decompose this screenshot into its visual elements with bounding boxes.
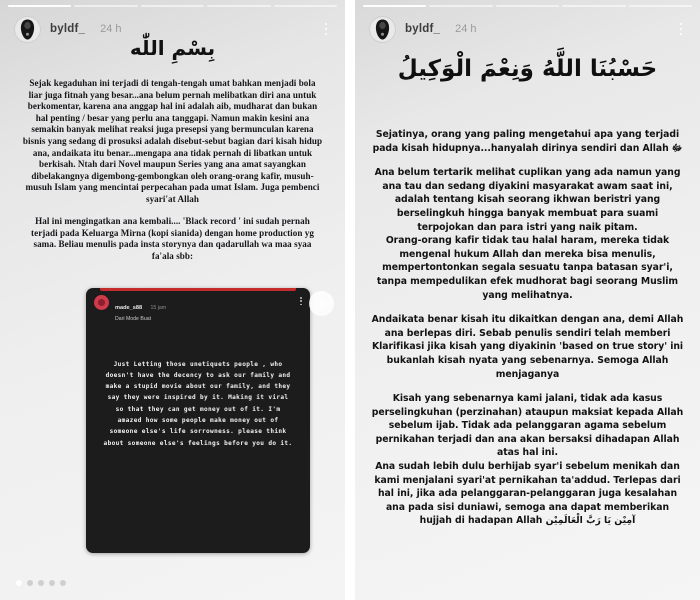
paragraph: Ana sudah lebih dulu berhijab syar'i sebelum menikah dan kami menjalani syari'at pernikahan ta'addud. Terlepas dari hal ini, jika ada pelanggaran-pelanggaran juga kesalahan ana pada sisi duniawi, semoga ana dapat memberikan hujjah di hadapan Allah آمِيْن يَا رَبَّ الْعَالَمِيْن <box>374 461 681 527</box>
indicator-dot[interactable] <box>16 580 22 586</box>
progress-segment <box>274 5 337 7</box>
page-indicator-dots <box>16 580 66 586</box>
embedded-post-card[interactable] <box>86 288 310 553</box>
story-header <box>369 14 688 44</box>
paragraph: Sejatinya, orang yang paling mengetahui apa yang terjadi pada kisah hidupnya...hanyalah dirinya sendiri dan Allah ﷻ <box>372 129 683 154</box>
more-options-icon[interactable] <box>674 19 688 39</box>
paragraph: Orang-orang kafir tidak tau halal haram, mereka tidak mengenal hukum Allah dan mereka bisa menulis, mempertontonkan segala sesuatu tanpa batasan syar'i, tanpa mempedulikan efek mudhorat bagi seorang Muslim yang melihatnya. <box>376 235 679 301</box>
profile-avatar-icon[interactable] <box>369 16 396 43</box>
progress-segment <box>496 5 559 7</box>
progress-segment <box>429 5 492 7</box>
story-panel-right[interactable] <box>355 0 700 600</box>
arabic-heading-basmalah: بِسْمِ اللّٰه <box>129 36 216 60</box>
story-progress-bar <box>363 5 692 8</box>
progress-segment <box>207 5 270 7</box>
embedded-post-identity <box>115 295 166 323</box>
progress-segment <box>562 5 625 7</box>
paragraph: Ana belum tertarik melihat cuplikan yang ada namun yang ana tau dan sedang diyakini masyarakat awam saat ini, adalah tentang kisah seorang ikhwan beristri yang berselingkuh hingga banyak membuat para suami terpojokan dan para istri yang naik pitam. <box>374 167 681 233</box>
progress-segment <box>141 5 204 7</box>
indicator-dot[interactable] <box>27 580 33 586</box>
indicator-dot[interactable] <box>49 580 55 586</box>
story-username[interactable]: byldf_ <box>50 23 86 35</box>
story-panel-left[interactable] <box>0 0 345 600</box>
indicator-dot[interactable] <box>60 580 66 586</box>
embedded-post-subtitle: Dari Mode Buat <box>115 316 152 322</box>
story-progress-bar <box>8 5 337 8</box>
embedded-post-caption: Just Letting those unetiquets people , who doesn't have the decency to ask our family and make a stupid movie about our family, and they say they were inspired by it. Making it viral so that they can get money out of it. I'm amazed how some people make money out of someone else's life sorrowness. please think about someone else's feelings before you do it. <box>103 360 293 447</box>
paragraph: Sejak kegaduhan ini terjadi di tengah-tengah umat bahkan menjadi bola liar juga fitnah yang besar...ana belum pernah melibatkan diri ana untuk berkomentar, karena ana anggap hal ini adalah aib, mudharat dan bukan hal penting / besar yang perlu ana tanggapi. Namun makin kesini ana semakin banyak melihat reaksi juga presepsi yang bermunculan karena bisnis yang sedang di prosuksi adalah disebut-sebut bagian dari kisah hidup ana, andaikata itu benar...mengapa ana tidak pernah di libatkan untuk berkisah. Ntah dari Novel maupun Series yang ana amat sayangkan dibelakangnya digembong-gembongkan oleh orang-orang kafir, musuh-musuh Islam yang mencintai perpecahan pada umat Islam. Juga pembenci syari'at Allah <box>22 78 323 204</box>
chevron-right-icon <box>316 298 328 310</box>
arabic-heading-hasbunallah: حَسْبُنَا اللَّهُ وَنِعْمَ الْوَكِيلُ <box>397 56 658 82</box>
post-top-accent <box>100 288 296 291</box>
embedded-post-username[interactable]: made_s88 <box>115 305 143 311</box>
progress-segment <box>363 5 426 7</box>
paragraph: Kisah yang sebenarnya kami jalani, tidak ada kasus perselingkuhan (perzinahan) ataupun maksiat kepada Allah sebelum ijab. Tidak ada pelanggaran agama sebelum pernikahan terjadi dan ana akan bersaksi dihadapan Allah atas hal ini. <box>371 393 684 459</box>
post-more-options-icon[interactable] <box>300 295 302 305</box>
story-text-block-left <box>22 78 323 273</box>
paragraph: Andaikata benar kisah itu dikaitkan dengan ana, demi Allah ana berlepas diri. Sebab penulis sendiri telah memberi Klarifikasi jika kisah yang diyakinin 'based on true story' ini bukanlah kisah nyata yang sebenarnya. Semoga Allah menjaganya <box>371 314 684 380</box>
embedded-post-time: 15 jam <box>150 305 167 311</box>
post-avatar-icon <box>94 295 109 310</box>
story-timestamp: 24 h <box>100 23 122 35</box>
progress-segment <box>629 5 692 7</box>
indicator-dot[interactable] <box>38 580 44 586</box>
embedded-post-header <box>86 288 310 323</box>
progress-segment <box>8 5 71 7</box>
story-text-block-right <box>371 128 684 539</box>
story-username[interactable]: byldf_ <box>405 23 441 35</box>
panel-divider <box>345 0 355 600</box>
paragraph: Hal ini mengingatkan ana kembali.... 'Black record ' ini sudah pernah terjadi pada Keluarga Mirna (kopi sianida) dengan home production yg sama. Beliau menulis pada insta storynya dan qadarullah wa maa syaa fa'ala sbb: <box>31 216 314 261</box>
story-timestamp: 24 h <box>455 23 477 35</box>
next-story-button[interactable] <box>309 291 334 316</box>
progress-segment <box>74 5 137 7</box>
